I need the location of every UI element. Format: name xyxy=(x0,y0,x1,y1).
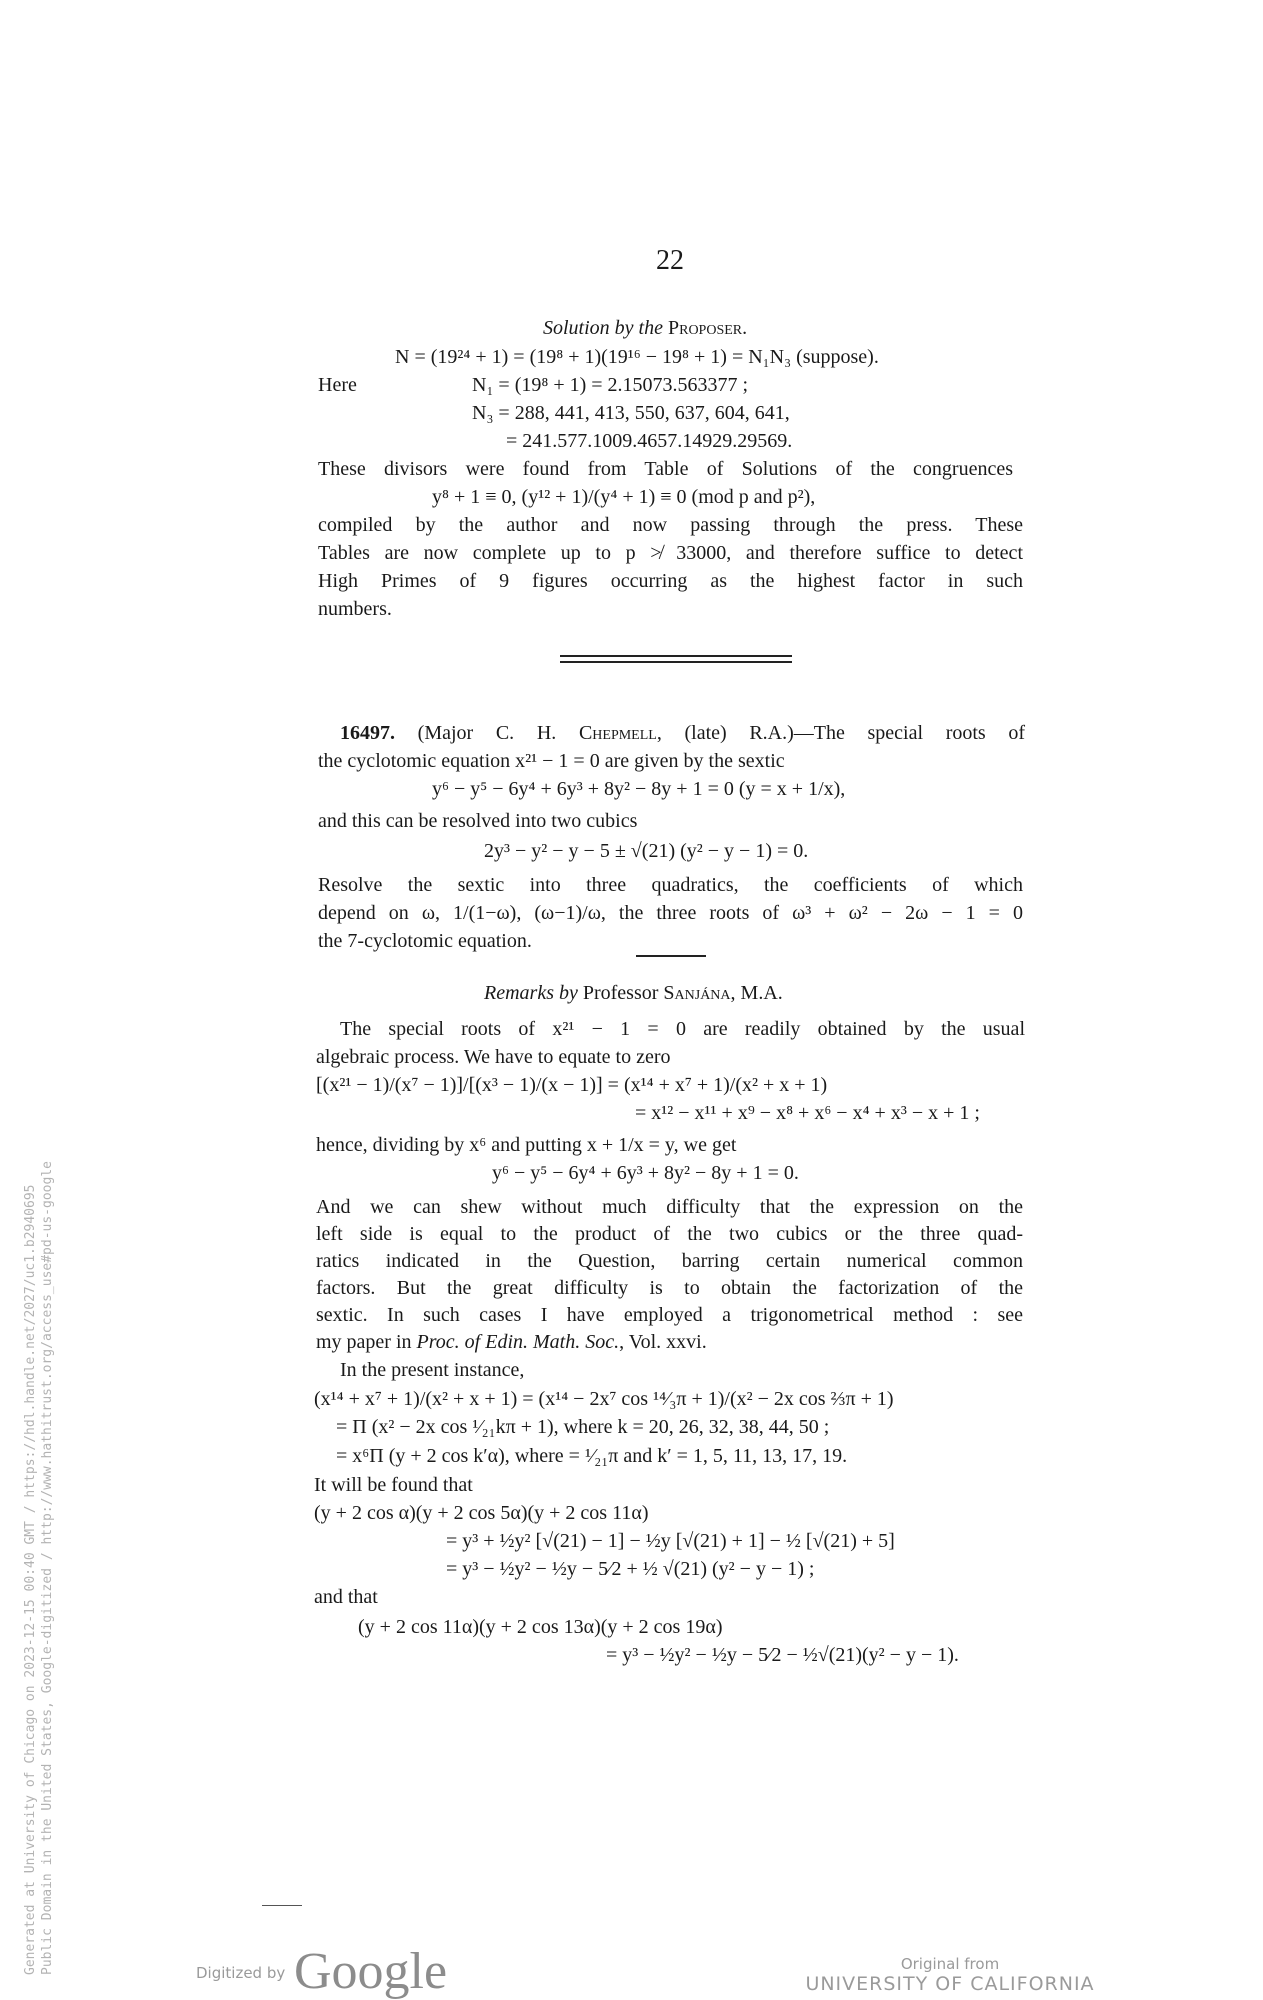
section-separator-bottom xyxy=(560,661,792,663)
equation-cubic-2-result: = y³ − ½y² − ½y − 5⁄2 − ½√(21)(y² − y − 1). xyxy=(606,1644,959,1666)
side-watermark xyxy=(0,0,55,2000)
question-resolve-line: Resolve the sextic into three quadratics, the coefficients of which xyxy=(318,874,1023,896)
remarks-hence: hence, dividing by x⁶ and putting x + 1/x = y, we get xyxy=(316,1134,737,1156)
solution-para-line: numbers. xyxy=(318,598,392,620)
google-logo: Google xyxy=(294,1943,448,2000)
equation-cubic-2-lhs: (y + 2 cos 11α)(y + 2 cos 13α)(y + 2 cos 19α) xyxy=(358,1616,723,1638)
watermark-line-2: Public Domain in the United States, Google-digitized / http://www.hathitrust.org/access_use#pd-us-google xyxy=(40,1161,55,1975)
remarks-present-instance: In the present instance, xyxy=(340,1359,525,1381)
citation-post: , Vol. xxvi. xyxy=(619,1331,707,1353)
question-author: Chepmell xyxy=(578,722,657,744)
institution-name: UNIVERSITY OF CALIFORNIA xyxy=(805,1973,1095,1995)
short-rule xyxy=(636,955,706,957)
equation-quotient: [(x²¹ − 1)/(x⁷ − 1)]/[(x³ − 1)/(x − 1)] = (x¹⁴ + x⁷ + 1)/(x² + x + 1) xyxy=(316,1074,828,1096)
equation-factor-1: (x¹⁴ + x⁷ + 1)/(x² + x + 1) = (x¹⁴ − 2x⁷ cos ¹⁴⁄₃π + 1)/(x² − 2x cos ⅔π + 1) xyxy=(314,1388,894,1410)
sextic-equation: y⁶ − y⁵ − 6y⁴ + 6y³ + 8y² − 8y + 1 = 0 (y = x + 1/x), xyxy=(432,778,846,800)
remarks-heading-post: , M.A. xyxy=(730,982,783,1004)
equation-cubic-1-lhs: (y + 2 cos α)(y + 2 cos 5α)(y + 2 cos 11α) xyxy=(314,1502,649,1524)
question-line: and this can be resolved into two cubics xyxy=(318,810,638,832)
equation-N: N = (19²⁴ + 1) = (19⁸ + 1)(19¹⁶ − 19⁸ + 1) = N₁N₃ (suppose). xyxy=(395,346,879,368)
remarks-found: It will be found that xyxy=(314,1474,473,1496)
question-intro xyxy=(340,720,1025,746)
page-number: 22 xyxy=(656,245,684,276)
equation-N3-list: N₃ = 288, 441, 413, 550, 637, 604, 641, xyxy=(472,402,790,424)
remarks-para-line: algebraic process. We have to equate to zero xyxy=(316,1046,671,1068)
remarks-heading xyxy=(484,980,783,1006)
solution-heading-italic: Solution by the xyxy=(543,317,663,339)
remarks-para2-line: left side is equal to the product of the two cubics or the three quad- xyxy=(316,1223,1023,1245)
citation-pre: my paper in xyxy=(316,1331,417,1353)
remarks-para2-line: ratics indicated in the Question, barring certain numerical common xyxy=(316,1250,1023,1272)
remarks-heading-italic: Remarks by xyxy=(484,982,578,1004)
solution-heading xyxy=(543,315,747,341)
question-intro-pre: (Major C. H. xyxy=(417,722,579,744)
question-line: the cyclotomic equation x²¹ − 1 = 0 are given by the sextic xyxy=(318,750,785,772)
remarks-para2-line: factors. But the great difficulty is to obtain the factorization of the xyxy=(316,1277,1023,1299)
digitized-by-label: Digitized by xyxy=(196,1964,286,1982)
equation-factor-2: = Π (x² − 2x cos ¹⁄₂₁kπ + 1), where k = 20, 26, 32, 38, 44, 50 ; xyxy=(336,1416,830,1438)
section-separator-top xyxy=(560,655,792,657)
original-from-label: Original from xyxy=(900,1955,1000,1973)
equation-cubic-1-expand: = y³ + ½y² [√(21) − 1] − ½y [√(21) + 1] − ½ [√(21) + 5] xyxy=(446,1530,895,1552)
solution-para-line: compiled by the author and now passing through the press. These xyxy=(318,514,1023,536)
remarks-para2-line: sextic. In such cases I have employed a trigonometrical method : see xyxy=(316,1304,1023,1326)
watermark-line-1: Generated at University of Chicago on 2023-12-15 00:40 GMT / https://hdl.handle.net/2027/uc1.b2940695 xyxy=(23,1184,38,1975)
solution-para-line: These divisors were found from Table of Solutions of the congruences xyxy=(318,458,1013,480)
equation-expansion: = x¹² − x¹¹ + x⁹ − x⁸ + x⁶ − x⁴ + x³ − x + 1 ; xyxy=(635,1102,980,1124)
remarks-citation xyxy=(316,1329,707,1355)
question-resolve-line: the 7-cyclotomic equation. xyxy=(318,930,532,952)
watermark-text xyxy=(22,1161,56,1975)
remarks-para-line: The special roots of x²¹ − 1 = 0 are readily obtained by the usual xyxy=(340,1018,1025,1040)
equation-cubic-1-result: = y³ − ½y² − ½y − 5⁄2 + ½ √(21) (y² − y − 1) ; xyxy=(446,1558,815,1580)
equation-N1: N₁ = (19⁸ + 1) = 2.15073.563377 ; xyxy=(472,374,749,396)
question-number: 16497. xyxy=(340,722,395,744)
solution-heading-name: Proposer. xyxy=(667,317,748,339)
equation-factor-3: = x⁶Π (y + 2 cos k′α), where = ¹⁄₂₁π and k′ = 1, 5, 11, 13, 17, 19. xyxy=(336,1445,848,1467)
cubics-equation: 2y³ − y² − y − 5 ± √(21) (y² − y − 1) = 0. xyxy=(484,840,809,862)
equation-N3-product: = 241.577.1009.4657.14929.29569. xyxy=(506,430,793,452)
label-here: Here xyxy=(318,374,357,396)
congruence-equation: y⁸ + 1 ≡ 0, (y¹² + 1)/(y⁴ + 1) ≡ 0 (mod p and p²), xyxy=(432,486,816,508)
remarks-and-that: and that xyxy=(314,1586,378,1608)
remarks-heading-pre: Professor xyxy=(582,982,664,1004)
footer-original xyxy=(800,1955,1100,1995)
solution-para-line: Tables are now complete up to p ≯ 33000, and therefore suffice to detect xyxy=(318,542,1023,564)
question-intro-post: , (late) R.A.)—The special roots of xyxy=(656,722,1026,744)
remarks-author: Sanjána xyxy=(663,982,731,1004)
citation-journal: Proc. of Edin. Math. Soc. xyxy=(416,1331,620,1353)
question-resolve-line: depend on ω, 1/(1−ω), (ω−1)/ω, the three roots of ω³ + ω² − 2ω − 1 = 0 xyxy=(318,902,1023,924)
solution-para-line: High Primes of 9 figures occurring as the highest factor in such xyxy=(318,570,1023,592)
equation-sextic-y: y⁶ − y⁵ − 6y⁴ + 6y³ + 8y² − 8y + 1 = 0. xyxy=(492,1162,799,1184)
remarks-para2-line: And we can shew without much difficulty that the expression on the xyxy=(316,1196,1023,1218)
footnote-rule xyxy=(262,1905,302,1906)
